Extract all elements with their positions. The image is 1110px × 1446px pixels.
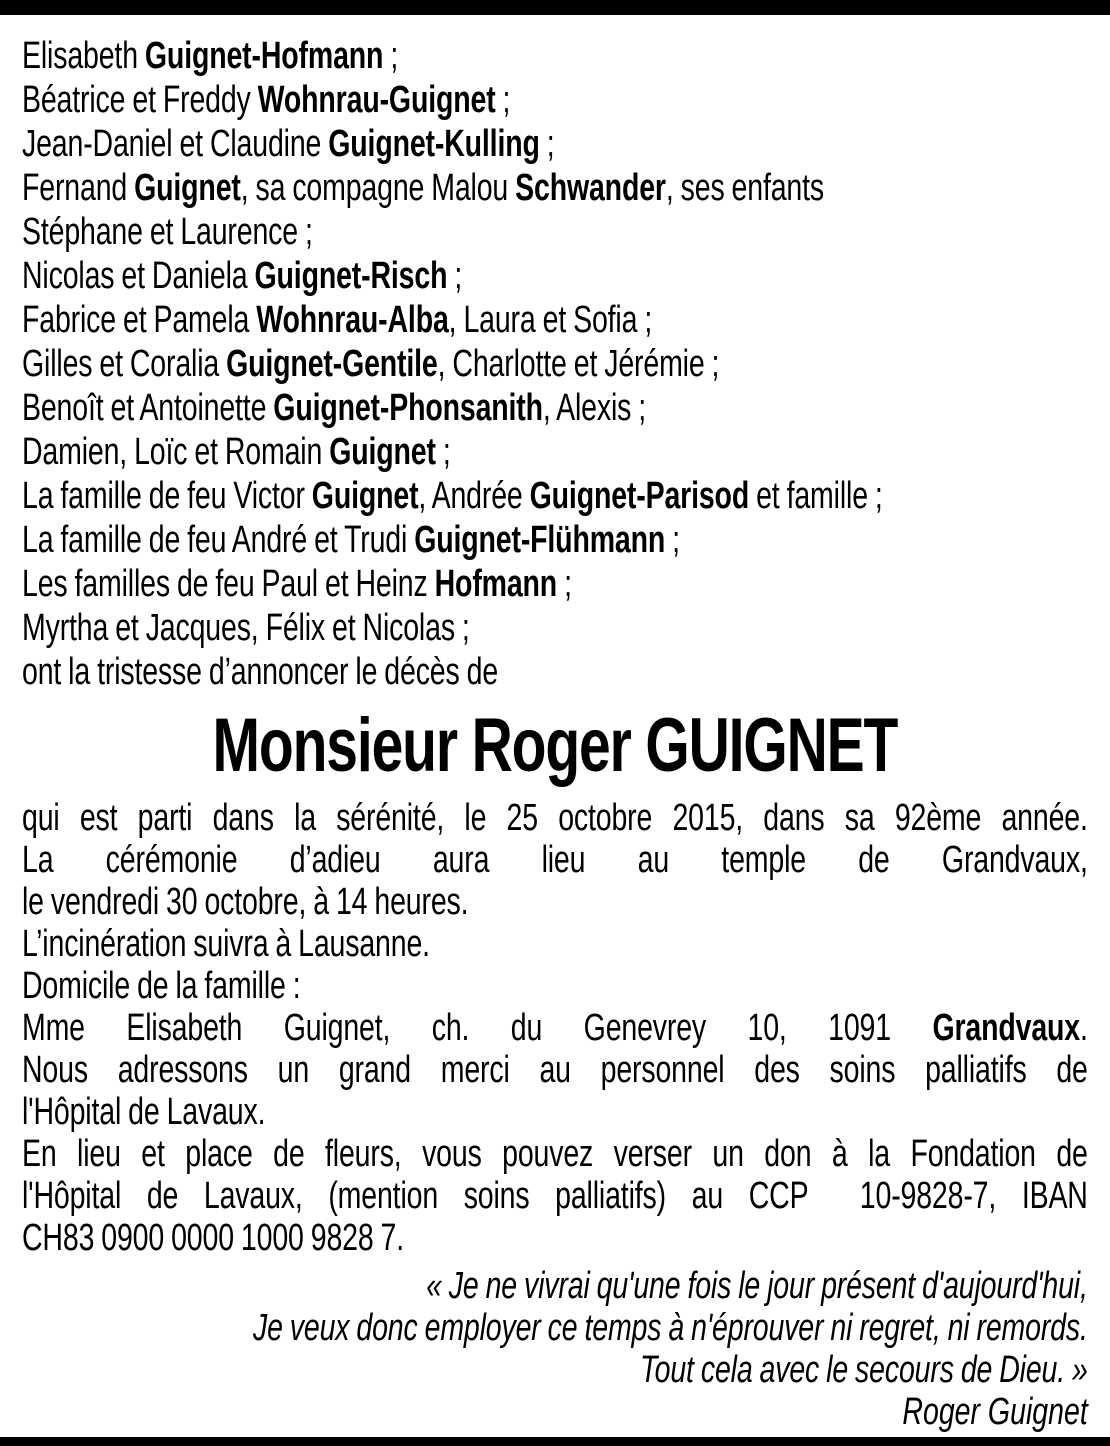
text-line: Jean-Daniel et Claudine Guignet-Kulling ; — [22, 123, 555, 165]
text-line: La famille de feu André et Trudi Guignet-Flühmann ; — [22, 519, 680, 561]
text-line: L’incinération suivra à Lausanne. — [22, 923, 430, 965]
quote-signature: Roger Guignet — [902, 1391, 1088, 1433]
text-line: Elisabeth Guignet-Hofmann ; — [22, 35, 399, 77]
top-border-bar — [0, 0, 1110, 15]
text-line: le vendredi 30 octobre, à 14 heures. — [22, 881, 469, 923]
text-line: Fabrice et Pamela Wohnrau-Alba, Laura et Sofia ; — [22, 299, 653, 341]
text-line: « Je ne vivrai qu'une fois le jour présent d'aujourd'hui, — [426, 1265, 1088, 1307]
death-notice — [22, 15, 1088, 1433]
ceremony-details — [22, 797, 1088, 1259]
bottom-border-bar — [0, 1437, 1110, 1446]
text-line: Gilles et Coralia Guignet-Gentile, Charlotte et Jérémie ; — [22, 343, 720, 385]
memorial-quote — [22, 1265, 1088, 1391]
text-line: Nous adressons un grand merci au personnel des soins palliatifs de — [22, 1049, 1088, 1091]
text-line: La famille de feu Victor Guignet, Andrée Guignet-Parisod et famille ; — [22, 475, 883, 517]
text-line: Mme Elisabeth Guignet, ch. du Genevrey 10, 1091 Grandvaux. — [22, 1007, 1088, 1049]
text-line: La cérémonie d’adieu aura lieu au temple de Grandvaux, — [22, 839, 1088, 881]
deceased-name: Monsieur Roger GUIGNET — [212, 703, 898, 788]
text-line: Béatrice et Freddy Wohnrau-Guignet ; — [22, 79, 511, 121]
text-line: Nicolas et Daniela Guignet-Risch ; — [22, 255, 463, 297]
text-line: qui est parti dans la sérénité, le 25 octobre 2015, dans sa 92ème année. — [22, 797, 1088, 839]
text-line: Fernand Guignet, sa compagne Malou Schwander, ses enfants — [22, 167, 824, 209]
text-line: Myrtha et Jacques, Félix et Nicolas ; — [22, 607, 470, 649]
family-names-list — [22, 34, 1088, 694]
text-line: Je veux donc employer ce temps à n'éprouver ni regret, ni remords. — [252, 1307, 1088, 1349]
text-line: Les familles de feu Paul et Heinz Hofmann ; — [22, 563, 572, 605]
text-line: Benoît et Antoinette Guignet-Phonsanith, Alexis ; — [22, 387, 647, 429]
text-line: En lieu et place de fleurs, vous pouvez verser un don à la Fondation de — [22, 1133, 1088, 1175]
text-line: Stéphane et Laurence ; — [22, 211, 313, 253]
text-line: ont la tristesse d’annoncer le décès de — [22, 651, 499, 693]
text-line: l'Hôpital de Lavaux. — [22, 1091, 266, 1133]
text-line: Tout cela avec le secours de Dieu. » — [640, 1349, 1088, 1391]
text-line: CH83 0900 0000 1000 9828 7. — [22, 1217, 405, 1259]
text-line: Domicile de la famille : — [22, 965, 301, 1007]
text-line: l'Hôpital de Lavaux, (mention soins palliatifs) au CCP 10-9828-7, IBAN — [22, 1175, 1088, 1217]
text-line: Damien, Loïc et Romain Guignet ; — [22, 431, 451, 473]
